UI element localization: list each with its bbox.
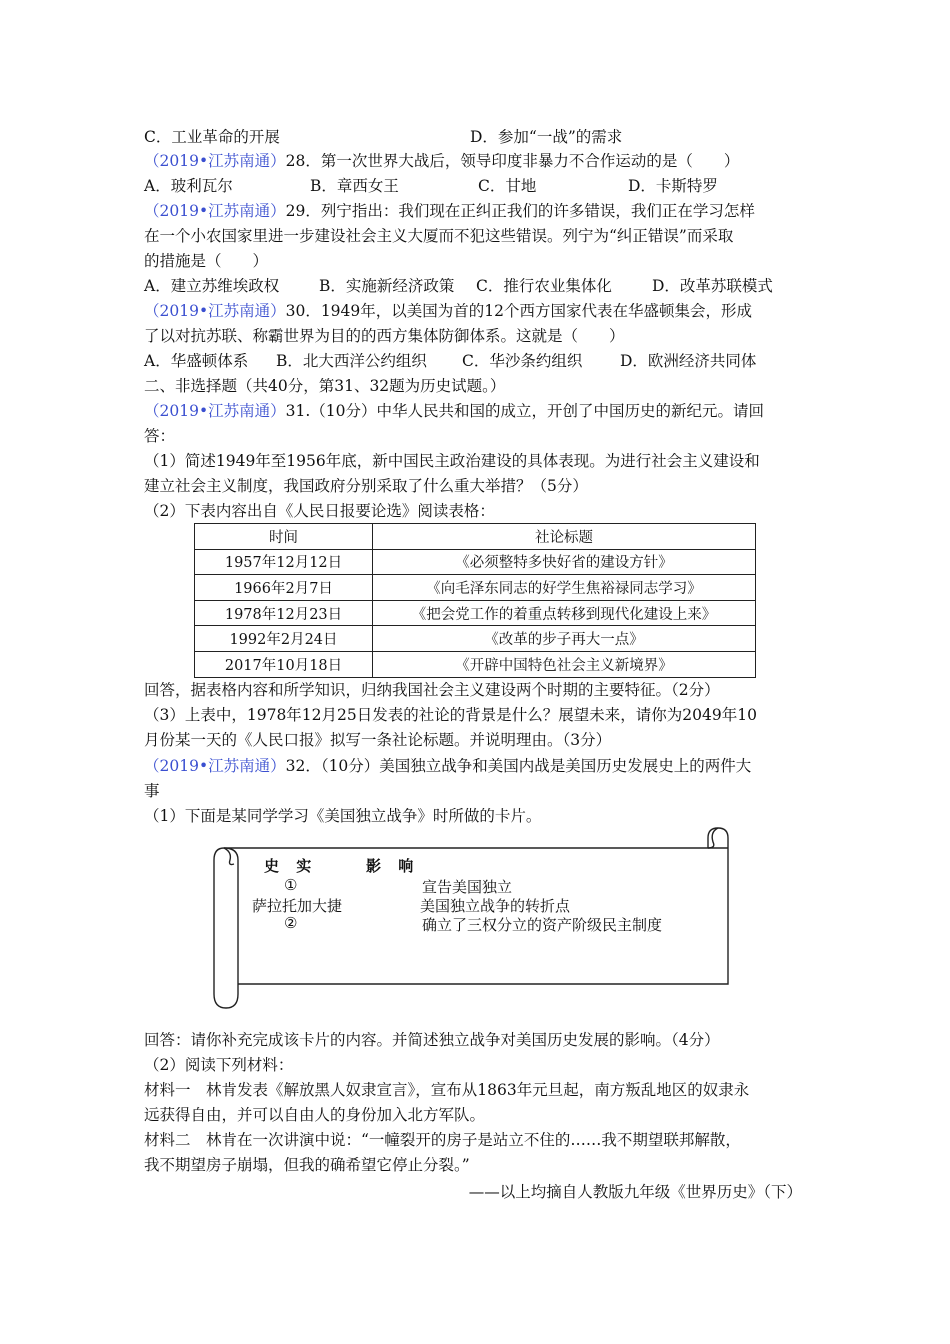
q27-option-d: D．参加“一战”的需求 [470,128,623,146]
q28-source: （2019•江苏南通） [144,152,286,170]
table-cell-date: 1978年12月23日 [195,600,373,626]
q31-part3-line2: 月份某一天的《人民口报》拟写一条社论标题。并说明理由。（3分） [144,731,612,749]
q28-stem [144,151,739,171]
card-fact-1: ① [284,876,298,894]
material1-line1: 材料一 林肯发表《解放黑人奴隶宣言》，宣布从1863年元旦起，南方叛乱地区的奴隶永 [144,1081,750,1099]
q30-text-1: 30．1949年，以美国为首的12个西方国家代表在华盛顿集会，形成 [285,302,752,320]
table-cell-date: 1957年12月12日 [195,549,373,575]
q31-part2-intro: （2）下表内容出自《人民日报要论选》阅读表格： [144,502,495,520]
material1-line2: 远获得自由，并可以自由人的身份加入北方军队。 [144,1106,486,1124]
q32-stem-line1 [144,756,751,776]
table-row [195,575,756,601]
q27-option-c: C．工业革命的开展 [144,128,280,146]
table-row [195,651,756,677]
q31-stem-line2: 答： [144,427,176,445]
table-row [195,600,756,626]
q30-stem-line1 [144,301,752,321]
table-cell-title: 《必须整特多快好省的建设方针》 [373,549,756,575]
q29-option-a: A．建立苏维埃政权 [144,277,280,295]
q32-source: （2019•江苏南通） [144,757,286,775]
table-cell-title: 《向毛泽东同志的好学生焦裕禄同志学习》 [373,575,756,601]
section-2-heading: 二、非选择题（共40分，第31、32题为历史试题。） [144,377,506,395]
q28-option-a: A．玻利瓦尔 [144,177,233,195]
q32-part2-intro: （2）阅读下列材料： [144,1056,294,1074]
table-row [195,626,756,652]
q32-stem-line2: 事 [144,782,160,800]
q31-part3-line1: （3）上表中，1978年12月25日发表的社论的背景是什么？展望未来，请你为2049年10 [144,706,757,724]
q28-option-c: C．甘地 [478,177,537,195]
q28-option-b: B．章西女王 [310,177,399,195]
q30-option-a: A．华盛顿体系 [144,352,249,370]
table-header-time: 时间 [195,524,373,550]
table-row [195,549,756,575]
card-effect-1: 宣告美国独立 [422,878,513,896]
table-cell-date: 2017年10月18日 [195,651,373,677]
material2-line1: 材料二 林肯在一次讲演中说：“一幢裂开的房子是站立不住的……我不期望联邦解散， [144,1131,741,1149]
q31-part2-answer: 回答，据表格内容和所学知识，归纳我国社会主义建设两个时期的主要特征。（2分） [144,681,720,699]
q31-stem-line1 [144,401,764,421]
q29-stem-line3: 的措施是（ ） [144,252,269,270]
q28-text: 28．第一次世界大战后，领导印度非暴力不合作运动的是（ ） [285,152,740,170]
q29-source: （2019•江苏南通） [144,202,286,220]
q30-option-d: D．欧洲经济共同体 [620,352,757,370]
q28-option-d: D．卡斯特罗 [628,177,718,195]
q30-option-b: B．北大西洋公约组织 [276,352,427,370]
citation: ——以上均摘自人教版九年级《世界历史》（下） [468,1183,802,1201]
table-cell-title: 《把会党工作的着重点转移到现代化建设上来》 [373,600,756,626]
card-header-fact: 史 实 [264,857,318,875]
card-effect-2: 美国独立战争的转折点 [420,897,571,915]
material2-line2: 我不期望房子崩塌，但我的确希望它停止分裂。” [144,1156,470,1174]
q29-stem-line2: 在一个小农国家里进一步建设社会主义大厦而不犯这些错误。列宁为“纠正错误”而采取 [144,227,734,245]
editorial-table [194,523,756,678]
scroll-card [210,826,740,1012]
q31-part1-line2: 建立社会主义制度，我国政府分别采取了什么重大举措？（5分） [144,477,588,495]
table-header-title: 社论标题 [373,524,756,550]
table-cell-date: 1966年2月7日 [195,575,373,601]
table-cell-date: 1992年2月24日 [195,626,373,652]
q31-part1-line1: （1）简述1949年至1956年底，新中国民主政治建设的具体表现。为进行社会主义建设和 [144,452,760,470]
q30-option-c: C．华沙条约组织 [462,352,583,370]
q29-option-b: B．实施新经济政策 [319,277,455,295]
card-fact-2: 萨拉托加大捷 [252,897,343,915]
q29-text-1: 29．列宁指出：我们现在正纠正我们的许多错误，我们正在学习怎样 [285,202,755,220]
table-cell-title: 《改革的步子再大一点》 [373,626,756,652]
q32-text-1: 32．（10分）美国独立战争和美国内战是美国历史发展史上的两件大 [285,757,752,775]
q30-stem-line2: 了以对抗苏联、称霸世界为目的的西方集体防御体系。这就是（ ） [144,327,625,345]
q32-part1-intro: （1）下面是某同学学习《美国独立战争》时所做的卡片。 [144,807,542,825]
card-fact-3: ② [284,914,298,932]
q29-option-c: C．推行农业集体化 [476,277,612,295]
card-header-effect: 影 响 [366,857,420,875]
q29-stem-line1 [144,201,755,221]
q31-source: （2019•江苏南通） [144,402,286,420]
q31-text-1: 31.（10分）中华人民共和国的成立，开创了中国历史的新纪元。请回 [285,402,764,420]
q32-part1-answer: 回答：请你补充完成该卡片的内容。并简述独立战争对美国历史发展的影响。（4分） [144,1031,720,1049]
q30-source: （2019•江苏南通） [144,302,286,320]
q29-option-d: D．改革苏联模式 [652,277,773,295]
table-header-row [195,524,756,550]
card-effect-3: 确立了三权分立的资产阶级民主制度 [422,916,663,934]
table-cell-title: 《开辟中国特色社会主义新境界》 [373,651,756,677]
